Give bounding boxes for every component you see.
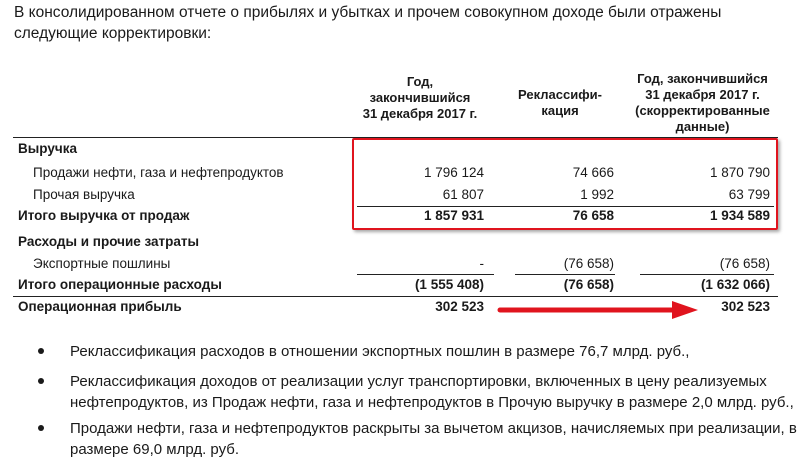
expense-divider-1: [357, 274, 494, 275]
bullet-text: Реклассификация расходов в отношении экспортных пошлин в размере 76,7 млрд. руб.,: [70, 343, 690, 360]
value-2017: 1 857 931: [423, 208, 484, 223]
header-line: данные): [675, 119, 730, 134]
column-header-reclassification: [505, 87, 615, 119]
value-reclass: (76 658): [563, 256, 614, 271]
row-label: Итого выручка от продаж: [18, 208, 190, 223]
row-label: Прочая выручка: [33, 187, 135, 202]
bullet-text: Продажи нефти, газа и нефтепродуктов раскрыты за вычетом акцизов, начисляемых при реализации, в размере 69,0 млрд. руб.: [70, 420, 797, 458]
bullet-icon: [38, 378, 44, 384]
header-line: кация: [541, 103, 579, 118]
value-2017: (1 555 408): [414, 277, 484, 292]
arrow-icon: [496, 298, 701, 322]
column-header-2017: [345, 74, 495, 122]
total-divider: [13, 296, 778, 297]
header-line: 31 декабря 2017 г.: [362, 106, 478, 121]
value-reclass: (76 658): [563, 277, 614, 292]
row-label: Продажи нефти, газа и нефтепродуктов: [33, 165, 284, 180]
highlight-box: [352, 138, 778, 230]
header-line: Год, закончившийся: [637, 71, 768, 86]
value-adjusted: 1 870 790: [709, 165, 770, 180]
value-reclass: 76 658: [572, 208, 614, 223]
value-adjusted: 302 523: [721, 299, 770, 314]
row-label: Итого операционные расходы: [18, 277, 222, 292]
expense-divider-2: [515, 274, 615, 275]
value-adjusted: (76 658): [719, 256, 770, 271]
header-line: закончившийся: [369, 90, 471, 105]
value-2017: 302 523: [435, 299, 484, 314]
intro-text: В консолидированном отчете о прибылях и убытках и прочем совокупном доходе были отражены следующие корректировки:: [14, 4, 722, 42]
row-label: Выручка: [18, 141, 77, 156]
row-label: Операционная прибыль: [18, 299, 182, 314]
header-line: Реклассифи-: [518, 87, 602, 102]
value-reclass: 74 666: [572, 165, 614, 180]
value-reclass: 1 992: [580, 187, 614, 202]
value-2017: 61 807: [442, 187, 484, 202]
bullet-icon: [38, 348, 44, 354]
row-label: Экспортные пошлины: [33, 256, 171, 271]
value-adjusted: (1 632 066): [700, 277, 770, 292]
header-line: (скорректированные: [635, 103, 770, 118]
value-2017: -: [479, 256, 484, 271]
expense-divider-3: [640, 274, 774, 275]
header-line: 31 декабря 2017 г.: [645, 87, 760, 102]
value-2017: 1 796 124: [423, 165, 484, 180]
value-adjusted: 63 799: [728, 187, 770, 202]
table-row: [0, 234, 807, 256]
bullet-text: Реклассификация доходов от реализации услуг транспортировки, включенных в цену реализуемых нефтепродуктов, из Продаж нефти, газа и нефтепродуктов в Прочую выручку в размере 2,0 млрд. руб.,: [70, 373, 794, 411]
bullet-icon: [38, 425, 44, 431]
column-header-2017-adjusted: [620, 71, 785, 135]
row-label: Расходы и прочие затраты: [18, 234, 200, 249]
header-line: Год,: [406, 74, 434, 89]
value-adjusted: 1 934 589: [709, 208, 770, 223]
